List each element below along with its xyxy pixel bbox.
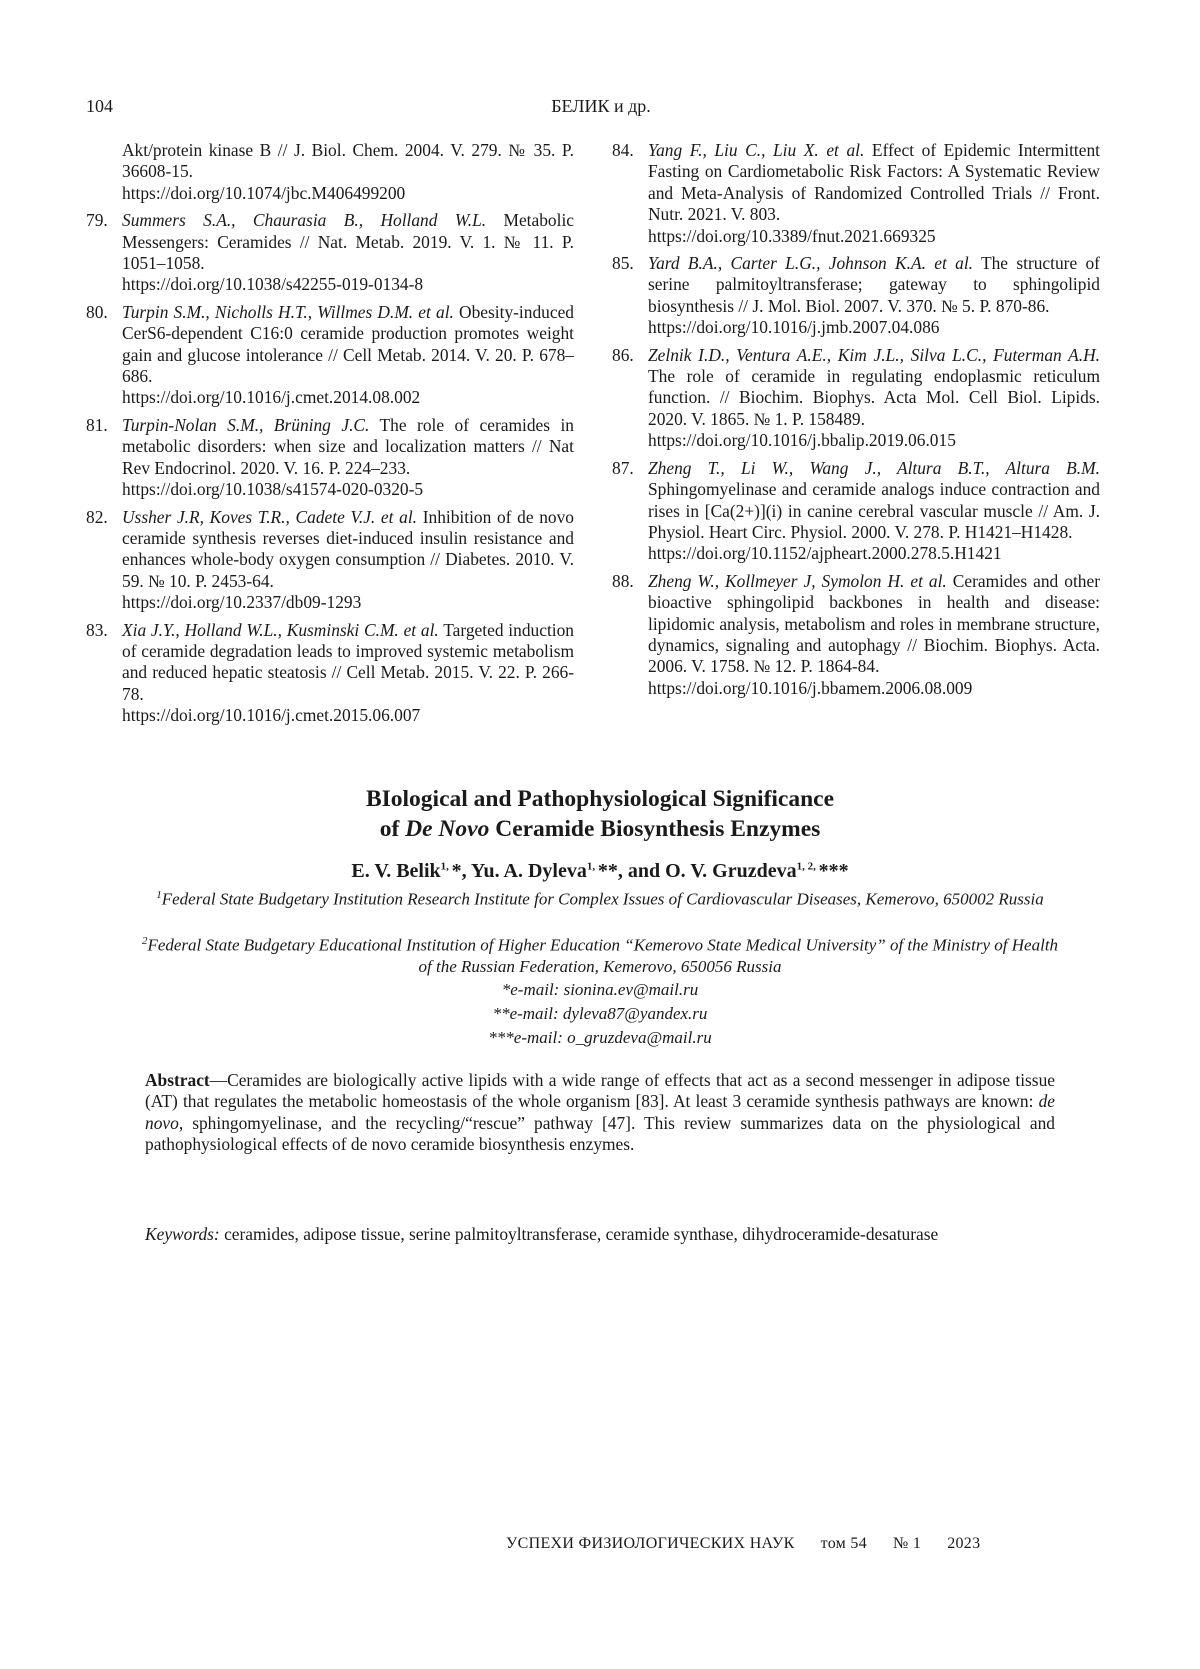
reference-body xyxy=(122,415,574,501)
reference-number: 87. xyxy=(612,458,648,565)
reference-text: The role of ceramides in metabolic disorders: when size and localization matters // Nat Rev Endocrinol. 2020. V. 16. P. 224–233. xyxy=(122,415,574,478)
page-header xyxy=(86,96,1116,120)
reference-number: 81. xyxy=(86,415,122,501)
reference-text: Metabolic Messengers: Ceramides // Nat. Metab. 2019. V. 1. № 11. P. 1051–1058. xyxy=(122,210,574,273)
reference-doi-link[interactable]: https://doi.org/10.1152/ajpheart.2000.278.5.H1421 xyxy=(648,543,1100,564)
running-title: БЕЛИК и др. xyxy=(86,96,1116,117)
reference-doi-link[interactable]: https://doi.org/10.1016/j.bbamem.2006.08.009 xyxy=(648,678,1100,699)
reference-number: 83. xyxy=(86,620,122,727)
page-footer xyxy=(506,1535,1086,1553)
reference-number: 85. xyxy=(612,253,648,339)
reference-authors: Zelnik I.D., Ventura A.E., Kim J.L., Silva L.C., Futerman A.H. xyxy=(648,345,1100,365)
reference-number: 79. xyxy=(86,210,122,296)
reference-item xyxy=(612,140,1100,247)
reference-item xyxy=(612,458,1100,565)
reference-text: Sphingomyelinase and ceramide analogs induce contraction and rises in [Ca(2+)](i) in canine cerebral vascular muscle // Am. J. Physiol. Heart Circ. Physiol. 2000. V. 278. P. H1421–H1428. xyxy=(648,479,1100,542)
title-line-1: BIological and Pathophysiological Significance xyxy=(120,784,1080,814)
reference-body xyxy=(648,571,1100,699)
reference-item xyxy=(86,210,574,296)
reference-item xyxy=(612,345,1100,452)
journal-volume: том 54 xyxy=(821,1535,867,1553)
reference-authors: Ussher J.R, Koves T.R., Cadete V.J. et al. xyxy=(122,507,417,527)
reference-text: Obesity-induced CerS6-dependent C16:0 ceramide production promotes weight gain and glucose intolerance // Cell Metab. 2014. V. 20. P. 678–686. xyxy=(122,302,574,386)
reference-text: The role of ceramide in regulating endoplasmic reticulum function. // Biochim. Biophys. Acta Mol. Cell Biol. Lipids. 2020. V. 1865. № 1. P. 158489. xyxy=(648,366,1100,429)
reference-doi-link[interactable]: https://doi.org/10.1016/j.bbalip.2019.06.015 xyxy=(648,430,1100,451)
reference-doi-link[interactable]: https://doi.org/10.3389/fnut.2021.669325 xyxy=(648,226,1100,247)
reference-body xyxy=(122,302,574,409)
reference-doi-link[interactable]: https://doi.org/10.1038/s41574-020-0320-5 xyxy=(122,479,574,500)
reference-doi-link[interactable]: https://doi.org/10.1074/jbc.M406499200 xyxy=(122,183,574,204)
reference-text: Effect of Epidemic Intermittent Fasting on Cardiometabolic Risk Factors: A Systematic Review and Meta-Analysis of Randomized Controlled Trials // Front. Nutr. 2021. V. 803. xyxy=(648,140,1100,224)
author-name: O. V. Gruzdeva xyxy=(665,860,797,882)
title-line-2: of De Novo Ceramide Biosynthesis Enzymes xyxy=(120,814,1080,844)
abstract: Abstract—Ceramides are biologically active lipids with a wide range of effects that act as a second messenger in adipose tissue (AT) that regulates the metabolic homeostasis of the whole organism [83]. At least 3 ceramide synthesis pathways are known: de novo, sphingomyelinase, and the recycling/“rescue” pathway [47]. This review summarizes data on the physiological and pathophysiological effects of de novo ceramide biosynthesis enzymes. xyxy=(145,1070,1055,1156)
reference-number: 80. xyxy=(86,302,122,409)
reference-body xyxy=(122,140,574,204)
reference-body xyxy=(648,345,1100,452)
reference-number: 84. xyxy=(612,140,648,247)
reference-authors: Yang F., Liu C., Liu X. et al. xyxy=(648,140,864,160)
keywords-label: Keywords: xyxy=(145,1224,220,1244)
reference-text: Ceramides and other bioactive sphingolipid backbones in health and disease: lipidomic analysis, metabolism and roles in membrane structure, dynamics, signaling and autophagy // Biochim. Biophys. Acta. 2006. V. 1758. № 12. P. 1864-84. xyxy=(648,571,1100,677)
email-2[interactable]: **e-mail: dyleva87@yandex.ru xyxy=(140,1004,1060,1024)
keywords: Keywords: ceramides, adipose tissue, serine palmitoyltransferase, ceramide synthase, dihydroceramide-desaturase xyxy=(145,1224,1055,1245)
reference-text: The structure of serine palmitoyltransferase; gateway to sphingolipid biosynthesis // J. Mol. Biol. 2007. V. 370. № 5. P. 870-86. xyxy=(648,253,1100,316)
reference-item xyxy=(86,140,574,204)
journal-name: УСПЕХИ ФИЗИОЛОГИЧЕСКИХ НАУК xyxy=(506,1535,795,1553)
reference-item xyxy=(86,302,574,409)
reference-authors: Turpin-Nolan S.M., Brüning J.C. xyxy=(122,415,369,435)
reference-item xyxy=(86,620,574,727)
reference-item xyxy=(86,415,574,501)
reference-authors: Zheng W., Kollmeyer J, Symolon H. et al. xyxy=(648,571,947,591)
article-title xyxy=(120,784,1080,844)
reference-number: 86. xyxy=(612,345,648,452)
reference-authors: Xia J.Y., Holland W.L., Kusminski C.M. et al. xyxy=(122,620,439,640)
reference-text: Inhibition of de novo ceramide synthesis reverses diet-induced insulin resistance and enhances whole-body oxygen consumption // Diabetes. 2010. V. 59. № 10. P. 2453-64. xyxy=(122,507,574,591)
page-number: 104 xyxy=(86,96,113,117)
affiliation-1: 1Federal State Budgetary Institution Research Institute for Complex Issues of Cardiovascular Diseases, Kemerovo, 650002 Russia xyxy=(140,885,1060,910)
reference-body xyxy=(122,507,574,614)
reference-body xyxy=(648,253,1100,339)
reference-doi-link[interactable]: https://doi.org/10.1016/j.cmet.2015.06.007 xyxy=(122,705,574,726)
email-3[interactable]: ***e-mail: o_gruzdeva@mail.ru xyxy=(140,1028,1060,1048)
abstract-label: Abstract xyxy=(145,1070,210,1090)
reference-body xyxy=(122,210,574,296)
reference-doi-link[interactable]: https://doi.org/10.1038/s42255-019-0134-8 xyxy=(122,274,574,295)
reference-text: Akt/protein kinase B // J. Biol. Chem. 2004. V. 279. № 35. P. 36608-15. xyxy=(122,140,574,181)
author-name: Yu. A. Dyleva xyxy=(471,860,587,882)
reference-text: Targeted induction of ceramide degradation leads to improved systemic metabolism and reduced hepatic steatosis // Cell Metab. 2015. V. 22. P. 266-78. xyxy=(122,620,574,704)
journal-issue: № 1 xyxy=(893,1535,921,1553)
reference-authors: Turpin S.M., Nicholls H.T., Willmes D.M. et al. xyxy=(122,302,454,322)
reference-doi-link[interactable]: https://doi.org/10.1016/j.jmb.2007.04.086 xyxy=(648,317,1100,338)
reference-authors: Zheng T., Li W., Wang J., Altura B.T., Altura B.M. xyxy=(648,458,1100,478)
journal-year: 2023 xyxy=(947,1535,980,1553)
affiliation-2: 2Federal State Budgetary Educational Institution of Higher Education “Kemerovo State Medical University” of the Ministry of Health of the Russian Federation, Kemerovo, 650056 Russia xyxy=(140,931,1060,977)
reference-body xyxy=(122,620,574,727)
author-name: E. V. Belik xyxy=(351,860,440,882)
reference-authors: Summers S.A., Chaurasia B., Holland W.L. xyxy=(122,210,486,230)
reference-item xyxy=(612,253,1100,339)
email-1[interactable]: *e-mail: sionina.ev@mail.ru xyxy=(140,980,1060,1000)
reference-item xyxy=(612,571,1100,699)
reference-body xyxy=(648,458,1100,565)
reference-body xyxy=(648,140,1100,247)
references-left-column xyxy=(86,140,574,733)
author-list: E. V. Belik1, *, Yu. A. Dyleva1, **, and O. V. Gruzdeva1, 2, *** xyxy=(120,860,1080,883)
reference-number: 82. xyxy=(86,507,122,614)
reference-number: 88. xyxy=(612,571,648,699)
reference-authors: Yard B.A., Carter L.G., Johnson K.A. et al. xyxy=(648,253,973,273)
reference-doi-link[interactable]: https://doi.org/10.2337/db09-1293 xyxy=(122,592,574,613)
reference-doi-link[interactable]: https://doi.org/10.1016/j.cmet.2014.08.002 xyxy=(122,387,574,408)
references-right-column xyxy=(612,140,1100,705)
reference-item xyxy=(86,507,574,614)
